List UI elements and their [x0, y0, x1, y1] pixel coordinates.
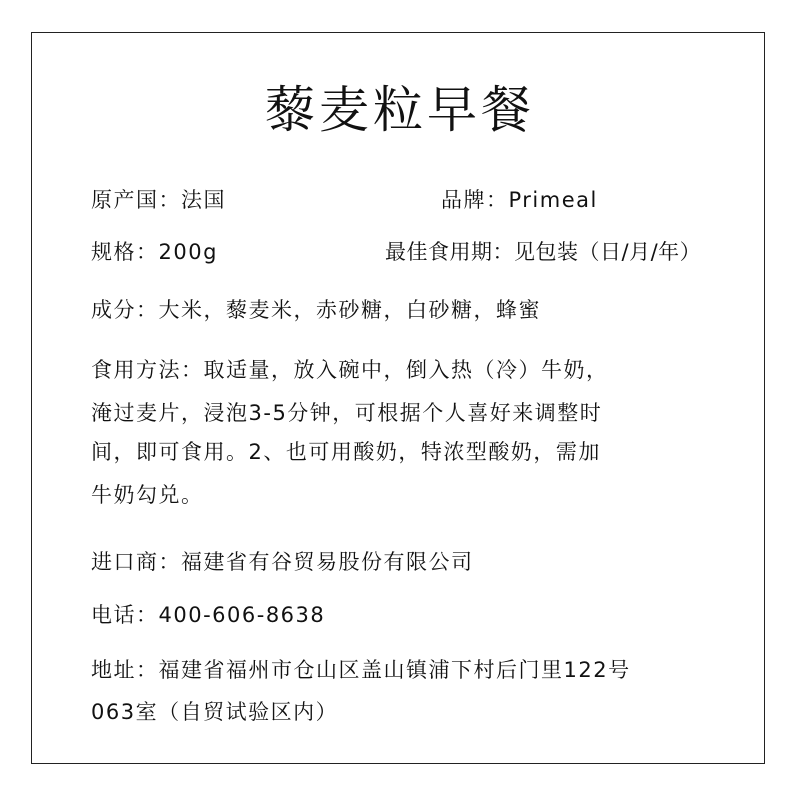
ingredients-text: 成分：大米，藜麦米，赤砂糖，白砂糖，蜂蜜	[91, 298, 541, 322]
usage-text-line: 牛奶勾兑。	[91, 483, 204, 507]
product-title: 藜麦粒早餐	[265, 81, 535, 139]
usage-text-line: 食用方法：取适量，放入碗中，倒入热（冷）牛奶，	[91, 358, 609, 382]
address-text-line: 063室（自贸试验区内）	[91, 700, 339, 724]
address-text-line: 地址：福建省福州市仓山区盖山镇浦下村后门里122号	[91, 658, 631, 682]
usage-text-line: 淹过麦片，浸泡3-5分钟，可根据个人喜好来调整时	[91, 401, 603, 425]
shelf-life-text: 最佳食用期：见包装（日/月/年）	[385, 240, 702, 264]
phone-text: 电话：400-606-8638	[91, 603, 326, 627]
product-label-frame	[31, 32, 765, 764]
brand-text: 品牌：Primeal	[441, 188, 598, 212]
usage-text-line: 间，即可食用。2、也可用酸奶，特浓型酸奶，需加	[91, 440, 601, 464]
importer-text: 进口商：福建省有谷贸易股份有限公司	[91, 550, 474, 574]
spec-text: 规格：200g	[91, 240, 218, 264]
origin-text: 原产国：法国	[91, 188, 226, 212]
